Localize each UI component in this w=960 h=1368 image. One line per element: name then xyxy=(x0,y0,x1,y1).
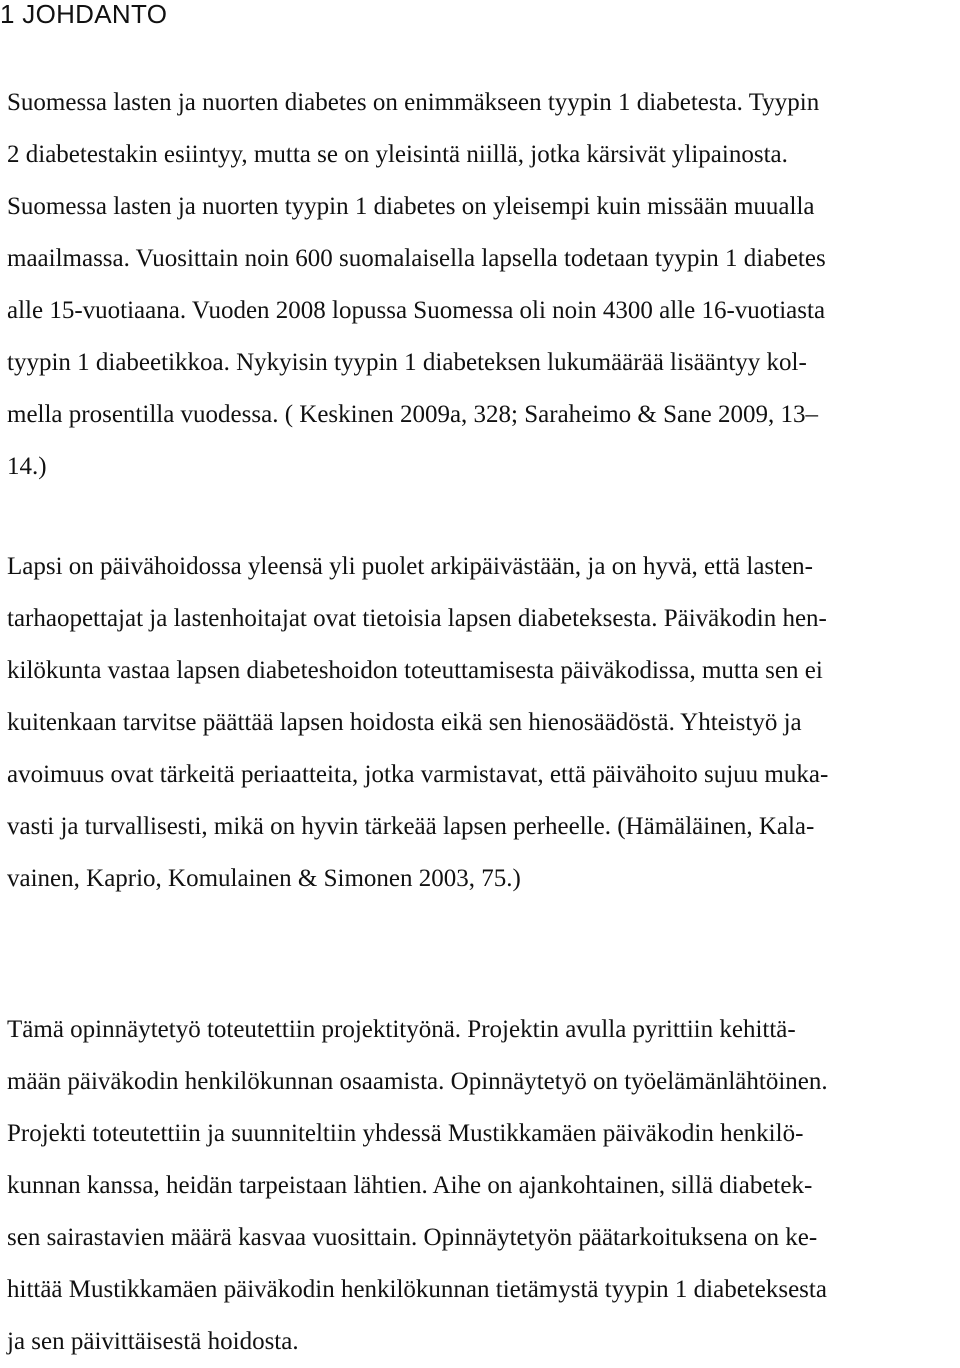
paragraph-line: mään päiväkodin henkilökunnan osaamista. Opinnäytetyö on työelämänlähtöinen. xyxy=(7,1068,828,1095)
paragraph-2 xyxy=(7,541,828,905)
paragraph-line: vainen, Kaprio, Komulainen & Simonen 2003, 75.) xyxy=(7,865,521,892)
paragraph-line: Lapsi on päivähoidossa yleensä yli puolet arkipäivästään, ja on hyvä, että lasten- xyxy=(7,553,814,580)
paragraph-line: 2 diabetestakin esiintyy, mutta se on yleisintä niillä, jotka kärsivät ylipainosta. xyxy=(7,141,788,168)
paragraph-line: mella prosentilla vuodessa. ( Keskinen 2009a, 328; Saraheimo & Sane 2009, 13– xyxy=(7,401,818,428)
paragraph-line: kunnan kanssa, heidän tarpeistaan lähtien. Aihe on ajankohtainen, sillä diabetek- xyxy=(7,1172,813,1199)
paragraph-line: ja sen päivittäisestä hoidosta. xyxy=(7,1328,299,1355)
paragraph-1 xyxy=(7,77,826,493)
paragraph-line: Projekti toteutettiin ja suunniteltiin yhdessä Mustikkamäen päiväkodin henkilö- xyxy=(7,1120,804,1147)
paragraph-line: Suomessa lasten ja nuorten tyypin 1 diabetes on yleisempi kuin missään muualla xyxy=(7,193,815,220)
paragraph-line: kilökunta vastaa lapsen diabeteshoidon toteuttamisesta päiväkodissa, mutta sen ei xyxy=(7,657,823,684)
paragraph-line: Tämä opinnäytetyö toteutettiin projektityönä. Projektin avulla pyrittiin kehittä- xyxy=(7,1016,796,1043)
paragraph-line: kuitenkaan tarvitse päättää lapsen hoidosta eikä sen hienosäädöstä. Yhteistyö ja xyxy=(7,709,802,736)
paragraph-line: alle 15-vuotiaana. Vuoden 2008 lopussa Suomessa oli noin 4300 alle 16-vuotiasta xyxy=(7,297,826,324)
paragraph-line: tyypin 1 diabeetikkoa. Nykyisin tyypin 1 diabeteksen lukumäärää lisääntyy kol- xyxy=(7,349,807,376)
paragraph-3 xyxy=(7,1004,828,1368)
paragraph-line: tarhaopettajat ja lastenhoitajat ovat tietoisia lapsen diabeteksesta. Päiväkodin hen- xyxy=(7,605,827,632)
paragraph-line: hittää Mustikkamäen päiväkodin henkilökunnan tietämystä tyypin 1 diabeteksesta xyxy=(7,1276,827,1303)
paragraph-line: sen sairastavien määrä kasvaa vuosittain. Opinnäytetyön päätarkoituksena on ke- xyxy=(7,1224,818,1251)
paragraph-line: maailmassa. Vuosittain noin 600 suomalaisella lapsella todetaan tyypin 1 diabetes xyxy=(7,245,826,272)
paragraph-line: 14.) xyxy=(7,453,47,480)
section-heading: 1 JOHDANTO xyxy=(0,0,168,29)
paragraph-line: vasti ja turvallisesti, mikä on hyvin tärkeää lapsen perheelle. (Hämäläinen, Kala- xyxy=(7,813,815,840)
paragraph-line: Suomessa lasten ja nuorten diabetes on enimmäkseen tyypin 1 diabetesta. Tyypin xyxy=(7,89,820,116)
paragraph-line: avoimuus ovat tärkeitä periaatteita, jotka varmistavat, että päivähoito sujuu muka- xyxy=(7,761,829,788)
